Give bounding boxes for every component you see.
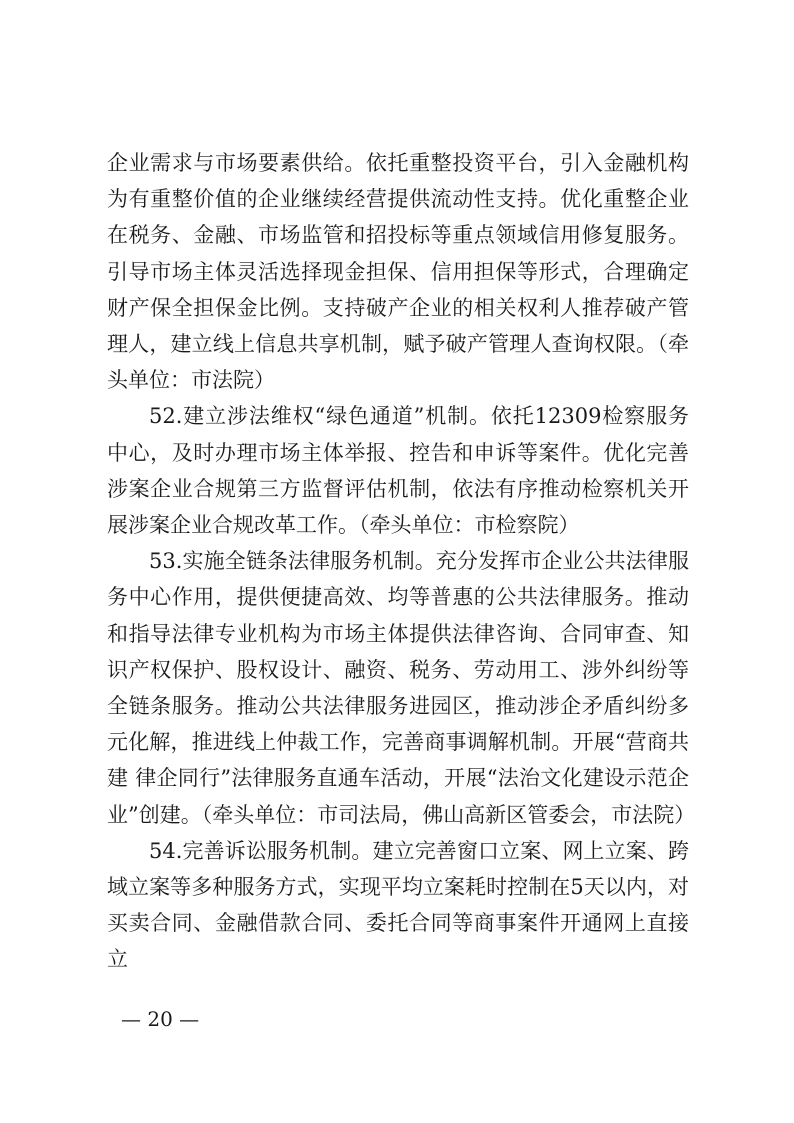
body-text (107, 145, 696, 978)
paragraph-item-54: 54.完善诉讼服务机制。建立完善窗口立案、网上立案、跨域立案等多种服务方式，实现平均立案耗时控制在5天以内，对买卖合同、金融借款合同、委托合同等商事案件开通网上直接立 (107, 838, 689, 972)
paragraph-continuation: 企业需求与市场要素供给。依托重整投资平台，引入金融机构为有重整价值的企业继续经营提供流动性支持。优化重整企业在税务、金融、市场监管和招投标等重点领域信用修复服务。引导市场主体灵活选择现金担保、信用担保等形式，合理确定财产保全担保金比例。支持破产企业的相关权利人推荐破产管理人，建立线上信息共享机制，赋予破产管理人查询权限。（牵头单位：市法院） (107, 151, 689, 393)
paragraph-item-52: 52.建立涉法维权“绿色通道”机制。依托12309检察服务中心，及时办理市场主体举报、控告和申诉等案件。优化完善涉案企业合规第三方监督评估机制，依法有序推动检察机关开展涉案企业合规改革工作。（牵头单位：市检察院） (107, 404, 689, 538)
paragraph-item-53: 53.实施全链条法律服务机制。充分发挥市企业公共法律服务中心作用，提供便捷高效、均等普惠的公共法律服务。推动和指导法律专业机构为市场主体提供法律咨询、合同审查、知识产权保护、股权设计、融资、税务、劳动用工、涉外纠纷等全链条服务。推动公共法律服务进园区，推动涉企矛盾纠纷多元化解，推进线上仲裁工作，完善商事调解机制。开展“营商共建 律企同行”法律服务直通车活动，开展“法治文化建设示范企业”创建。（牵头单位：市司法局，佛山高新区管委会，市法院） (107, 549, 696, 827)
page-number: — 20 — (121, 1007, 200, 1031)
